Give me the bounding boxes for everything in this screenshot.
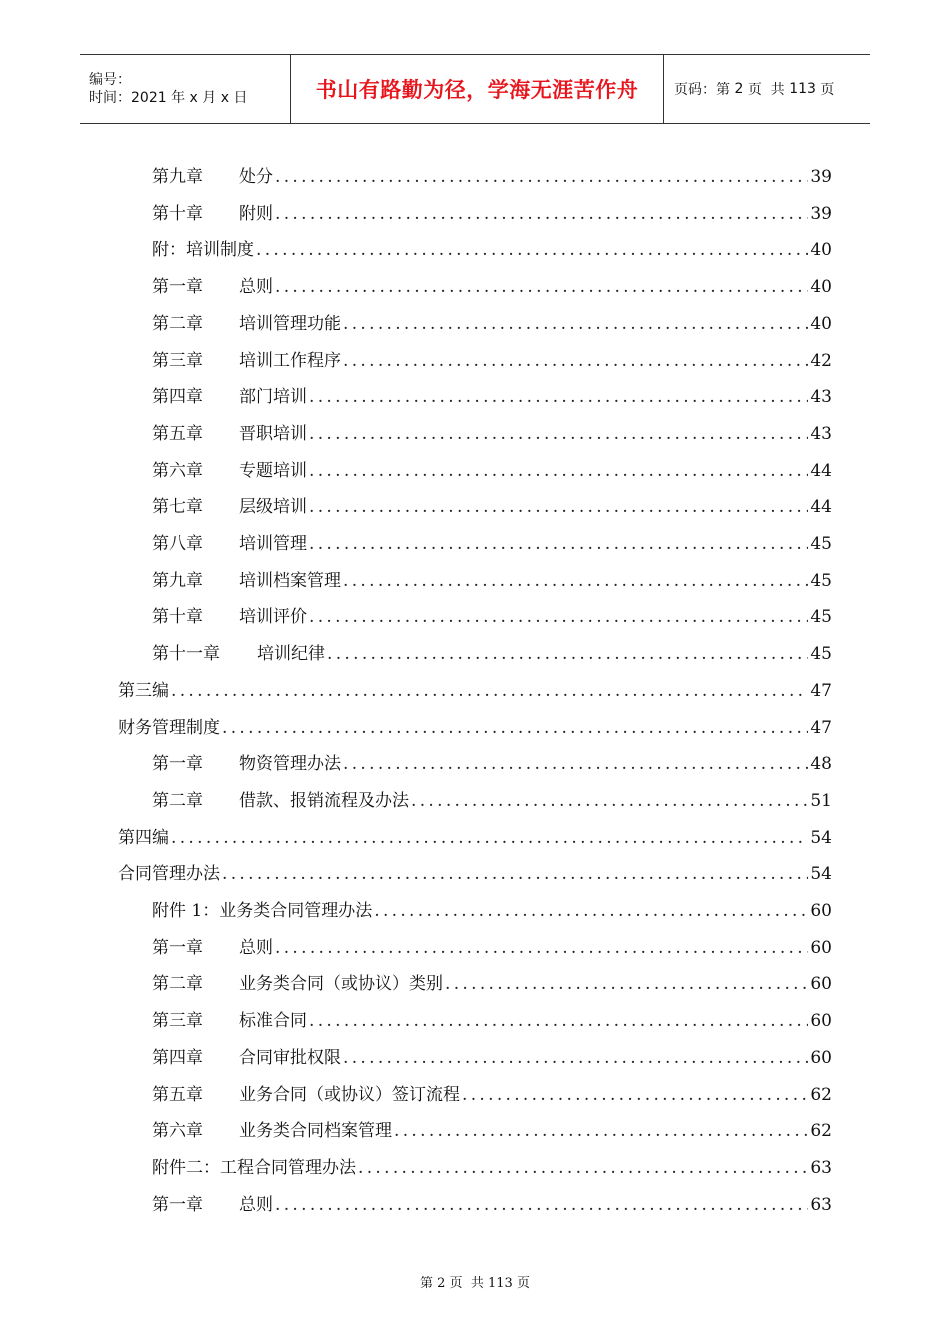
- toc-entry-page: 42: [810, 350, 832, 371]
- toc-entry-title: 培训档案管理: [239, 570, 341, 591]
- toc-leader-dots: [275, 167, 808, 187]
- toc-entry-page: 45: [810, 534, 832, 554]
- toc-entry-chapter: 第十章: [152, 203, 203, 224]
- footer-prefix: 第: [420, 1276, 438, 1291]
- toc-entry-chapter: 第十一章: [152, 644, 220, 665]
- toc-entry-title: 合同管理办法: [118, 864, 220, 885]
- toc-entry-text: [152, 933, 273, 958]
- toc-entry-page: 63: [810, 1194, 832, 1215]
- toc-entry-chapter: 第六章: [152, 1121, 203, 1142]
- toc-leader-dots: [309, 387, 808, 407]
- toc-entry-title: 第四编: [118, 827, 169, 848]
- toc-leader-dots: [343, 314, 808, 334]
- toc-leader-dots: [256, 240, 808, 260]
- toc-entry[interactable]: [152, 272, 832, 308]
- toc-entry-chapter: 第八章: [152, 534, 203, 554]
- toc-leader-dots: [309, 497, 808, 517]
- toc-entry-title: 物资管理办法: [239, 754, 341, 775]
- page-header: [80, 54, 870, 124]
- header-page-number: 2: [734, 81, 744, 97]
- toc-leader-dots: [309, 1011, 808, 1031]
- toc-entry-title: 附则: [239, 203, 273, 224]
- toc-entry-text: [152, 199, 273, 224]
- toc-leader-dots: [171, 828, 808, 848]
- header-page-total: 113: [789, 81, 816, 97]
- toc-entry-text: [152, 786, 409, 811]
- toc-entry-chapter: 第二章: [152, 313, 203, 334]
- toc-entry-text: [152, 235, 254, 260]
- toc-entry-text: [152, 566, 341, 591]
- toc-entry[interactable]: [152, 1153, 832, 1189]
- toc-entry[interactable]: [152, 1043, 832, 1079]
- toc-entry-title: 标准合同: [239, 1011, 307, 1032]
- toc-entry-chapter: 第三章: [152, 350, 203, 371]
- toc-entry-page: 60: [810, 974, 832, 995]
- toc-entry-text: [118, 713, 220, 738]
- toc-leader-dots: [275, 204, 808, 224]
- toc-entry-page: 44: [810, 460, 832, 481]
- toc-leader-dots: [275, 1195, 808, 1215]
- toc-entry-title: 附件二：工程合同管理办法: [152, 1157, 356, 1178]
- toc-entry[interactable]: [152, 529, 832, 565]
- toc-entry-chapter: 第四章: [152, 387, 203, 408]
- toc-entry[interactable]: [152, 492, 832, 528]
- toc-entry-text: [152, 749, 341, 774]
- header-page-info: [664, 55, 834, 123]
- toc-entry-title: 培训管理功能: [239, 313, 341, 334]
- toc-entry-text: [152, 272, 273, 297]
- toc-entry-chapter: 第五章: [152, 1084, 203, 1105]
- toc-entry-text: [152, 382, 307, 407]
- toc-entry-page: 48: [810, 754, 832, 775]
- toc-leader-dots: [411, 791, 808, 811]
- toc-entry-chapter: 第一章: [152, 277, 203, 298]
- toc-leader-dots: [394, 1121, 808, 1141]
- toc-leader-dots: [462, 1085, 808, 1105]
- toc-entry-title: 培训纪律: [257, 644, 325, 665]
- toc-entry-text: [152, 1190, 273, 1215]
- toc-entry-page: 60: [810, 937, 832, 958]
- toc-entry-chapter: 第九章: [152, 167, 203, 187]
- toc-leader-dots: [343, 1048, 808, 1068]
- toc-entry-title: 借款、报销流程及办法: [239, 790, 409, 811]
- header-page-mid: 页 共: [743, 82, 790, 98]
- toc-entry-page: 40: [810, 240, 832, 261]
- toc-leader-dots: [275, 938, 808, 958]
- toc-leader-dots: [309, 607, 808, 627]
- toc-leader-dots: [343, 571, 808, 591]
- toc-entry-text: [152, 1080, 460, 1105]
- toc-entry[interactable]: [152, 969, 832, 1005]
- toc-entry[interactable]: [152, 1006, 832, 1042]
- toc-entry-text: [152, 1116, 392, 1141]
- toc-entry-page: 39: [810, 167, 832, 187]
- toc-entry-page: 63: [810, 1157, 832, 1178]
- toc-entry-title: 培训工作程序: [239, 350, 341, 371]
- header-motto-cell: [290, 55, 664, 123]
- toc-entry-chapter: 第三章: [152, 1011, 203, 1032]
- toc-leader-dots: [171, 681, 808, 701]
- toc-entry-title: 培训评价: [239, 607, 307, 628]
- toc-entry-page: 43: [810, 387, 832, 408]
- toc-entry-page: 45: [810, 607, 832, 628]
- toc-entry[interactable]: [118, 859, 832, 895]
- toc-entry-page: 60: [810, 901, 832, 921]
- toc-entry-text: [152, 1043, 341, 1068]
- toc-entry-title: 业务合同（或协议）签订流程: [239, 1084, 460, 1105]
- toc-entry-page: 45: [810, 570, 832, 591]
- toc-entry[interactable]: [118, 713, 832, 749]
- toc-entry-page: 60: [810, 1011, 832, 1032]
- toc-entry-title: 层级培训: [239, 497, 307, 518]
- toc-entry[interactable]: [152, 1080, 832, 1116]
- toc-entry[interactable]: [152, 419, 832, 455]
- toc-entry-title: 专题培训: [239, 460, 307, 481]
- toc-entry-chapter: 第五章: [152, 423, 203, 444]
- toc-entry-chapter: 第二章: [152, 974, 203, 995]
- toc-entry-page: 62: [810, 1084, 832, 1105]
- toc-leader-dots: [374, 901, 808, 921]
- toc-entry-page: 51: [810, 790, 832, 811]
- toc-entry[interactable]: [152, 602, 832, 638]
- toc-entry[interactable]: [152, 749, 832, 785]
- toc-entry-chapter: 第一章: [152, 754, 203, 775]
- toc-entry-page: 62: [810, 1121, 832, 1142]
- footer-mid: 页 共: [445, 1276, 488, 1291]
- toc-entry-page: 47: [810, 680, 832, 701]
- toc-entry-text: [152, 162, 273, 187]
- footer-suffix: 页: [512, 1276, 530, 1291]
- toc-entry[interactable]: [152, 786, 832, 822]
- toc-entry-text: [118, 676, 169, 701]
- header-meta: [80, 55, 290, 123]
- toc-entry-title: 培训管理: [239, 534, 307, 554]
- toc-entry-text: [152, 1006, 307, 1031]
- toc-entry-title: 附件 1：业务类合同管理办法: [152, 901, 373, 921]
- toc-entry-text: [152, 1153, 356, 1178]
- toc-entry-page: 60: [810, 1047, 832, 1068]
- toc-leader-dots: [309, 534, 808, 554]
- header-page-prefix: 页码：第: [674, 82, 735, 98]
- toc-entry-text: [152, 529, 307, 554]
- toc-entry-page: 43: [810, 423, 832, 444]
- toc-entry[interactable]: [118, 676, 832, 712]
- toc-entry-page: 45: [810, 644, 832, 665]
- toc-entry-page: 47: [810, 717, 832, 738]
- toc-leader-dots: [222, 718, 808, 738]
- toc-leader-dots: [343, 754, 808, 774]
- header-page-suffix: 页: [815, 82, 835, 98]
- toc-entry-chapter: 第七章: [152, 497, 203, 518]
- toc-leader-dots: [445, 974, 808, 994]
- toc-entry-title: 业务类合同（或协议）类别: [239, 974, 443, 995]
- toc-entry[interactable]: [152, 162, 832, 198]
- toc-entry[interactable]: [152, 933, 832, 969]
- document-time-label: 时间：2021 年 x 月 x 日: [89, 90, 248, 106]
- toc-entry-page: 39: [810, 203, 832, 224]
- toc-entry-text: [152, 492, 307, 517]
- toc-entry-page: 44: [810, 497, 832, 518]
- toc-entry-text: [152, 456, 307, 481]
- toc-entry[interactable]: [152, 1190, 832, 1226]
- toc-entry-text: [118, 823, 169, 848]
- toc-entry[interactable]: [152, 639, 832, 675]
- toc-entry-page: 40: [810, 313, 832, 334]
- toc-leader-dots: [343, 351, 808, 371]
- toc-entry-title: 第三编: [118, 680, 169, 701]
- page-footer: [0, 1272, 950, 1291]
- toc-leader-dots: [309, 461, 808, 481]
- toc-entry[interactable]: [152, 199, 832, 235]
- toc-entry[interactable]: [118, 823, 832, 859]
- toc-entry[interactable]: [152, 456, 832, 492]
- toc-entry-text: [152, 309, 341, 334]
- toc-entry-chapter: 第六章: [152, 460, 203, 481]
- toc-entry-text: [118, 859, 220, 884]
- toc-entry[interactable]: [152, 309, 832, 345]
- toc-entry-text: [152, 896, 372, 921]
- toc-entry[interactable]: [152, 382, 832, 418]
- toc-entry-title: 总则: [239, 937, 273, 958]
- document-number-label: 编号：: [89, 72, 131, 88]
- toc-entry-title: 总则: [239, 277, 273, 298]
- toc-entry-page: 54: [810, 827, 832, 848]
- toc-entry-chapter: 第四章: [152, 1047, 203, 1068]
- toc-entry-title: 部门培训: [239, 387, 307, 408]
- toc-entry[interactable]: [152, 235, 832, 271]
- toc-entry-chapter: 第二章: [152, 790, 203, 811]
- footer-page-number: 2: [437, 1276, 446, 1291]
- toc-entry-title: 合同审批权限: [239, 1047, 341, 1068]
- footer-page-total: 113: [487, 1276, 513, 1291]
- toc-entry-text: [152, 602, 307, 627]
- toc-entry[interactable]: [152, 346, 832, 382]
- toc-entry[interactable]: [152, 566, 832, 602]
- toc-entry-title: 附：培训制度: [152, 240, 254, 261]
- toc-entry-title: 财务管理制度: [118, 717, 220, 738]
- toc-entry-text: [152, 969, 443, 994]
- toc-entry-title: 总则: [239, 1194, 273, 1215]
- toc-entry-chapter: 第一章: [152, 1194, 203, 1215]
- header-motto: 书山有路勤为径，学海无涯苦作舟: [315, 78, 639, 102]
- toc-entry-text: [152, 419, 307, 444]
- toc-leader-dots: [222, 864, 808, 884]
- toc-entry-title: 晋职培训: [239, 423, 307, 444]
- toc-leader-dots: [358, 1158, 808, 1178]
- toc-entry-chapter: 第九章: [152, 570, 203, 591]
- toc-entry-page: 40: [810, 277, 832, 298]
- toc-entry-chapter: 第一章: [152, 937, 203, 958]
- toc-entry[interactable]: [152, 896, 832, 932]
- toc-entry-title: 业务类合同档案管理: [239, 1121, 392, 1142]
- toc-entry-title: 处分: [239, 167, 273, 187]
- toc-entry[interactable]: [152, 1116, 832, 1152]
- toc-entry-text: [152, 639, 325, 664]
- toc-leader-dots: [309, 424, 808, 444]
- toc-leader-dots: [275, 277, 808, 297]
- toc-entry-text: [152, 346, 341, 371]
- toc-leader-dots: [327, 644, 808, 664]
- toc-entry-page: 54: [810, 864, 832, 885]
- toc-entry-chapter: 第十章: [152, 607, 203, 628]
